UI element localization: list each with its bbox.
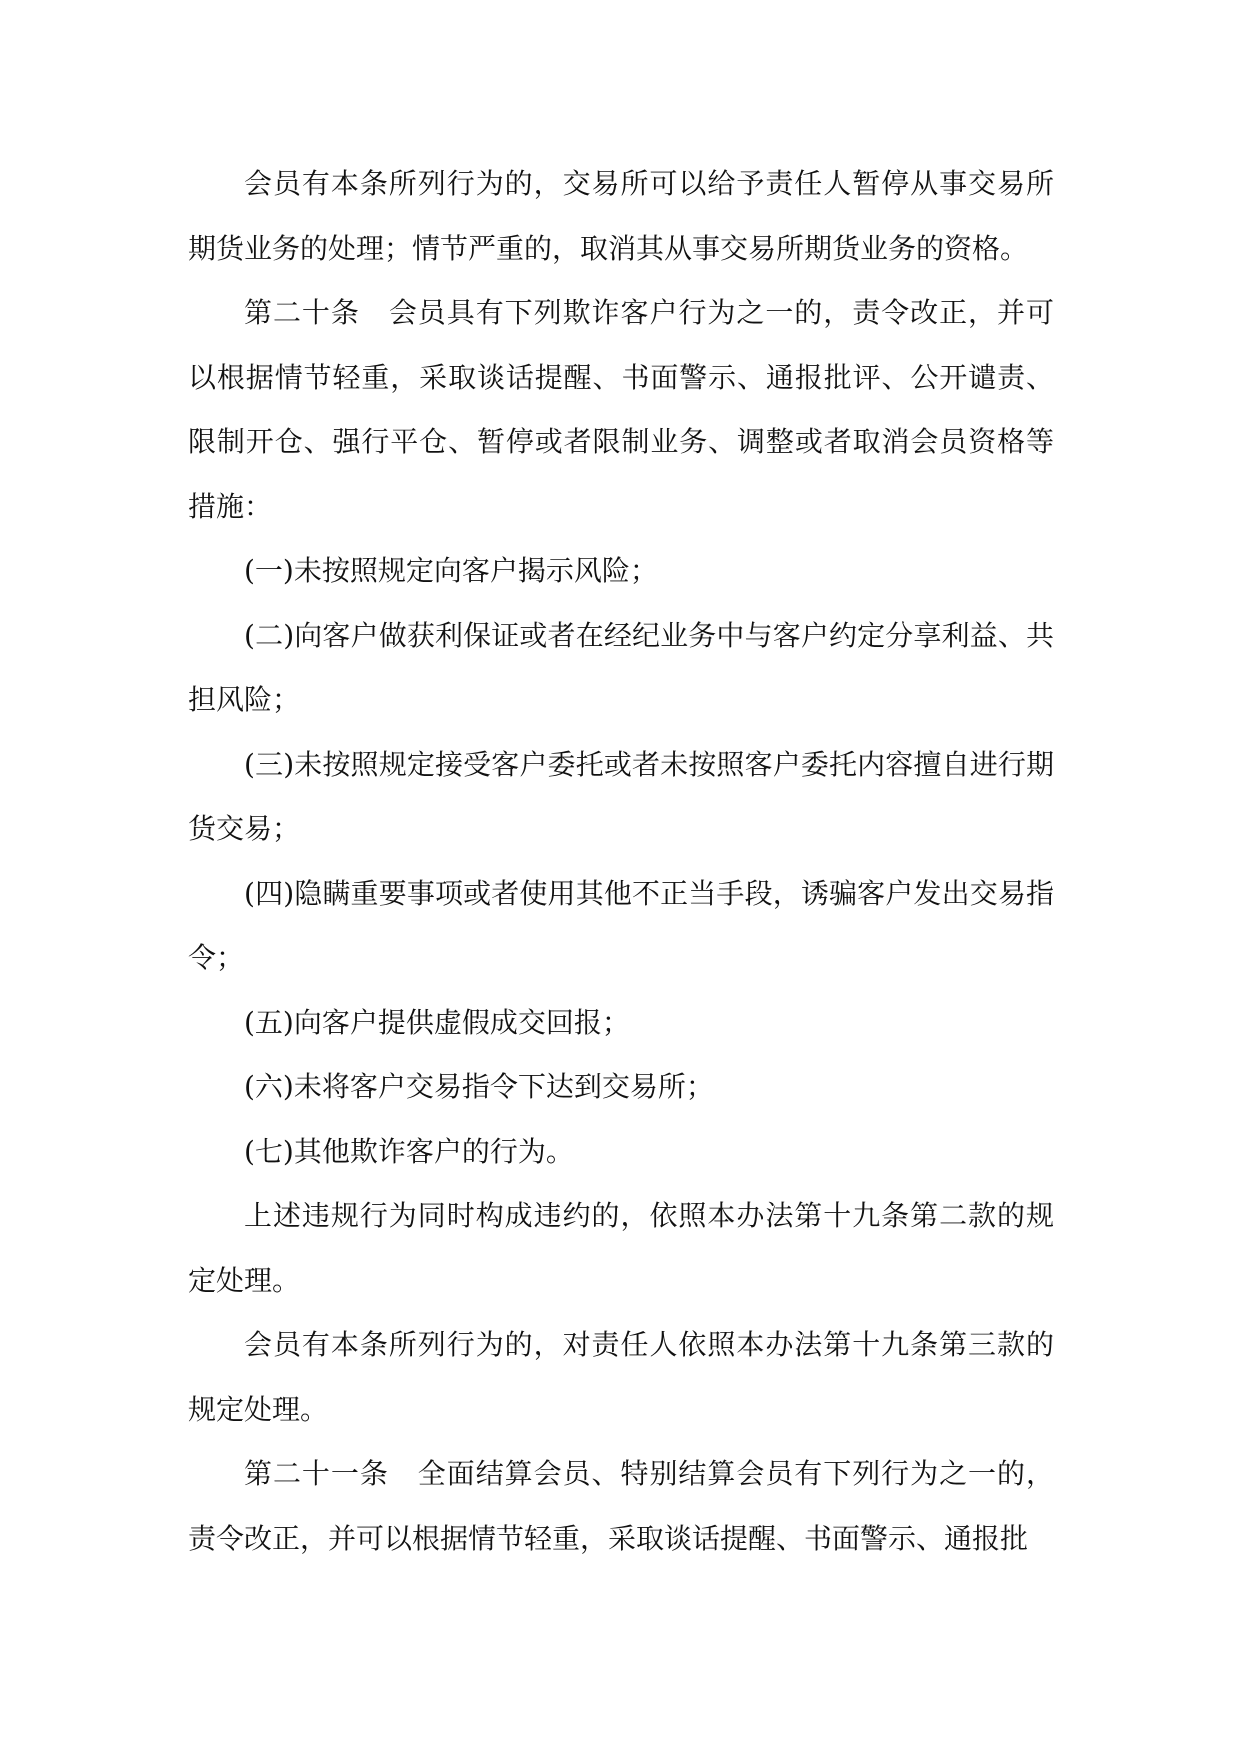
list-item-3: (三)未按照规定接受客户委托或者未按照客户委托内容擅自进行期货交易； bbox=[188, 747, 1054, 845]
list-item-7: (七)其他欺诈客户的行为。 bbox=[244, 1134, 574, 1168]
list-item-1: (一)未按照规定向客户揭示风险； bbox=[244, 554, 658, 587]
paragraph-article-20 bbox=[188, 281, 1054, 539]
document-page bbox=[188, 152, 1054, 1571]
article-number: 第二十条 bbox=[244, 296, 360, 329]
paragraph-violation-handling: 上述违规行为同时构成违约的，依照本办法第十九条第二款的规定处理。 bbox=[188, 1199, 1054, 1297]
list-item-2: (二)向客户做获利保证或者在经纪业务中与客户约定分享利益、共担风险； bbox=[188, 618, 1054, 716]
article-number: 第二十一条 bbox=[244, 1457, 389, 1490]
list-item-4: (四)隐瞒重要事项或者使用其他不正当手段，诱骗客户发出交易指令； bbox=[188, 876, 1054, 974]
article-text: 会员具有下列欺诈客户行为之一的，责令改正，并可以根据情节轻重，采取谈话提醒、书面警示、通报批评、公开谴责、限制开仓、强行平仓、暂停或者限制业务、调整或者取消会员资格等措施： bbox=[188, 296, 1054, 523]
list-item-6: (六)未将客户交易指令下达到交易所； bbox=[244, 1070, 714, 1103]
paragraph-1: 会员有本条所列行为的，交易所可以给予责任人暂停从事交易所期货业务的处理；情节严重的，取消其从事交易所期货业务的资格。 bbox=[188, 167, 1054, 265]
paragraph-article-21 bbox=[188, 1442, 1054, 1571]
list-item-5: (五)向客户提供虚假成交回报； bbox=[244, 1005, 630, 1039]
article-text: 全面结算会员、特别结算会员有下列行为之一的，责令改正，并可以根据情节轻重，采取谈话提醒、书面警示、通报批 bbox=[188, 1457, 1054, 1555]
paragraph-responsible-person: 会员有本条所列行为的，对责任人依照本办法第十九条第三款的规定处理。 bbox=[188, 1328, 1054, 1426]
